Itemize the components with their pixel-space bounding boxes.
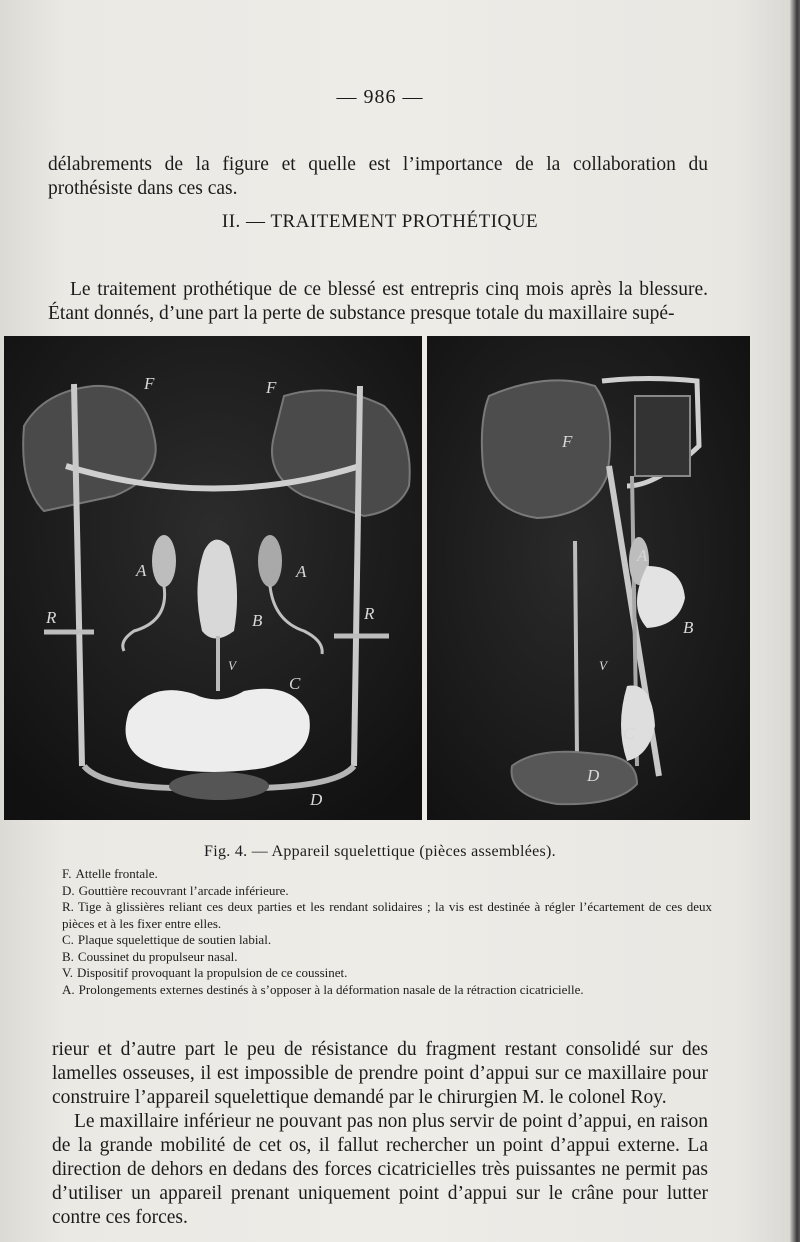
label-f-left: F	[144, 374, 155, 393]
legend-item	[62, 949, 712, 966]
label-c: C	[623, 724, 635, 743]
label-c: C	[289, 674, 301, 693]
legend-item	[62, 866, 712, 883]
paragraph-2: Le traitement prothétique de ce blessé est entrepris cinq mois après la blessure. Étant donnés, d’une part la perte de substance presque totale du maxillaire supé-	[48, 278, 708, 324]
page-edge	[790, 0, 800, 1242]
label-a-right: A	[296, 562, 307, 581]
legend-key: B.	[62, 948, 74, 964]
paragraph-4: Le maxillaire inférieur ne pouvant pas non plus servir de point d’appui, en raison de la grande mobilité de cet os, il fallut rechercher un point d’appui externe. La direction de dehors en dedans des forces cicatricielles très puissantes ne permit pas d’utiliser un appareil prenant uniquement point d’appui sur le crâne pour lutter contre ces forces.	[52, 1110, 708, 1228]
label-a: A	[637, 546, 648, 565]
page-number: — 986 —	[336, 86, 424, 108]
legend-text: Coussinet du propulseur nasal.	[77, 948, 238, 964]
label-a-left: A	[136, 561, 147, 580]
legend-text: Plaque squelettique de soutien labial.	[77, 932, 272, 947]
photo-front-view	[4, 336, 422, 820]
legend-key: V.	[62, 965, 73, 980]
legend-item	[62, 982, 712, 999]
figure-photographs	[4, 336, 750, 820]
paragraph-1: délabrements de la figure et quelle est l’importance de la collaboration du prothésiste dans ces cas.	[48, 153, 708, 199]
legend-item	[62, 932, 712, 949]
appliance-front-illustration	[4, 336, 422, 820]
label-d: D	[587, 766, 600, 785]
label-r-right: R	[364, 604, 375, 623]
legend-item	[62, 899, 712, 932]
label-v: V	[599, 658, 607, 673]
label-f-right: F	[266, 378, 277, 397]
legend-key: D.	[62, 882, 75, 898]
label-r-left: R	[46, 608, 57, 627]
legend-text: Prolongements externes destinés à s’opposer à la déformation nasale de la rétraction cicatricielle.	[78, 981, 584, 997]
appliance-side-illustration	[427, 336, 750, 820]
legend-key: A.	[62, 981, 75, 997]
legend-text: Attelle frontale.	[75, 866, 158, 881]
section-title: II. — TRAITEMENT PROTHÉTIQUE	[221, 211, 539, 232]
paragraph-3: rieur et d’autre part le peu de résistance du fragment restant consolidé sur des lamelles osseuses, il est impossible de prendre point d’appui sur ce maxillaire pour construire l’appareil squelettique demandé par le chirurgien M. le colonel Roy.	[52, 1038, 708, 1108]
legend-text: Dispositif provoquant la propulsion de ce coussinet.	[76, 965, 348, 980]
label-b: B	[683, 618, 694, 637]
legend-key: F.	[62, 866, 72, 881]
figure-caption: Fig. 4. — Appareil squelettique (pièces assemblées).	[204, 843, 556, 860]
label-b: B	[252, 611, 263, 630]
label-f: F	[562, 432, 573, 451]
legend-text: Tige à glissières reliant ces deux parties et les rendant solidaires ; la vis est destinée à régler l’écartement de ces deux pièces et à les fixer entre elles.	[62, 899, 712, 931]
legend-item	[62, 965, 712, 982]
legend-key: C.	[62, 932, 74, 947]
label-d: D	[310, 790, 323, 809]
legend-text: Gouttière recouvrant l’arcade inférieure.	[78, 882, 289, 898]
label-v: V	[228, 658, 236, 673]
photo-side-view	[427, 336, 750, 820]
legend-item	[62, 883, 712, 900]
figure-legend	[62, 866, 712, 998]
legend-key: R.	[62, 899, 74, 914]
